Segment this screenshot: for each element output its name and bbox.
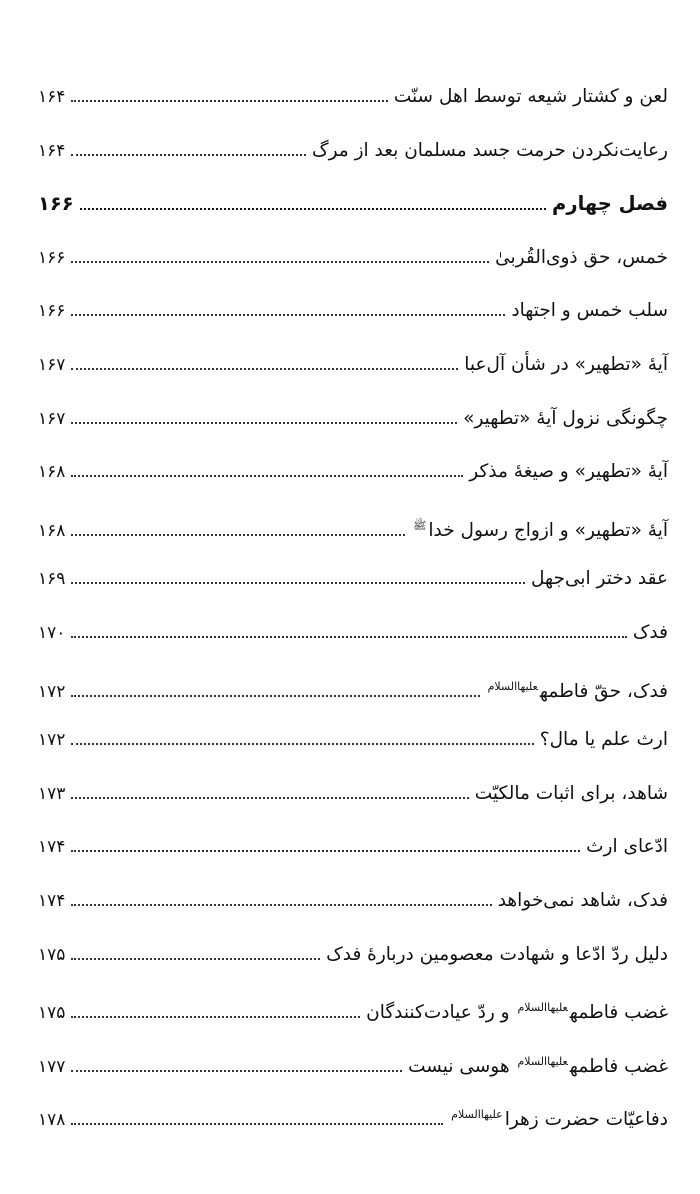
toc-entry[interactable] [38,284,668,338]
toc-entry[interactable] [38,124,668,178]
dot-leader [71,904,491,906]
toc-entry-title: شاهد، برای اثبات مالکیّت [474,782,668,804]
toc-entry[interactable] [38,820,668,874]
toc-entry[interactable] [38,767,668,821]
toc-entry-title: غضب فاطمه$^{علیهاالسلام}$ و ردّ عیادت‌کنندگان [366,1001,668,1024]
dot-leader [71,154,306,156]
toc-entry-page: ۱۶۶ [38,301,66,322]
toc-entry-title: رعایت‌نکردن حرمت جسد مسلمان بعد از مرگ [312,139,668,161]
toc-entry-title: آیهٔ «تطهیر» در شأن آل‌عبا [464,353,668,375]
dot-leader [71,1070,402,1072]
toc-entry-title: لعن و کشتار شیعه توسط اهل سنّت [393,86,668,107]
toc-entry[interactable] [38,70,668,124]
dot-leader [71,422,457,424]
dot-leader [71,582,525,584]
toc-entry[interactable] [38,981,668,1035]
toc-entry[interactable] [38,606,668,660]
toc-entry-page: ۱۷۸ [38,1110,66,1131]
toc-entry[interactable] [38,499,668,553]
dot-leader [71,850,580,852]
toc-entry-title: آیهٔ «تطهیر» و ازواج رسول خدا$^ﷺ$ [413,518,668,541]
dot-leader [71,314,505,316]
dot-leader [71,475,463,477]
toc-entry[interactable] [38,231,668,285]
toc-entry[interactable] [38,392,668,446]
toc-entry-title: غضب فاطمه$^{علیهاالسلام}$ هوسی نیست [408,1054,668,1077]
honorific-glyph: علیهاالسلام [487,679,538,693]
toc-chapter-heading[interactable] [38,177,668,231]
toc-entry-page: ۱۷۴ [38,890,66,911]
dot-leader [71,797,468,799]
toc-entry-title: عقد دختر ابی‌جهل [530,568,668,590]
toc-entry[interactable] [38,660,668,714]
dot-leader [71,534,405,536]
toc-entry-page: ۱۷۵ [38,1003,66,1024]
toc-entry-title: فدک [632,621,668,643]
toc-entry-page: ۱۶۴ [38,140,66,161]
toc-entry-page: ۱۶۷ [38,408,66,429]
honorific-glyph: علیهاالسلام [451,1108,503,1122]
toc-entry-page: ۱۶۴ [38,87,66,107]
toc-entry[interactable] [38,552,668,606]
toc-entry[interactable] [38,1035,668,1089]
toc-entry[interactable] [38,445,668,499]
toc-chapter-title: فصل چهارم [552,192,668,216]
toc-entry-page: ۱۶۸ [38,520,66,541]
toc-entry-page: ۱۶۷ [38,354,66,375]
toc-entry-title: سلب خمس و اجتهاد [511,300,668,322]
toc-entry[interactable] [38,874,668,928]
toc-entry-title: خمس، حق ذوی‌القُربیٰ [495,246,668,268]
dot-leader [80,208,546,210]
toc-entry-title: چگونگی نزول آیهٔ «تطهیر» [463,407,668,429]
toc-entry-page: ۱۷۵ [38,944,66,965]
dot-leader [71,1123,443,1125]
toc-entry-title: ادّعای ارث [586,836,668,858]
toc-entry-page: ۱۷۷ [38,1056,66,1077]
dot-leader [71,636,626,638]
dot-leader [71,743,533,745]
toc-entry-page: ۱۷۲ [38,730,66,751]
dot-leader [71,261,489,263]
honorific-glyph: علیهاالسلام [517,1001,568,1015]
honorific-glyph: ﷺ [413,518,427,532]
dot-leader [71,958,320,960]
toc-entry-title: فدک، شاهد نمی‌خواهد [497,889,668,911]
honorific-glyph: علیهاالسلام [517,1054,568,1068]
toc-entry-title: ارث علم یا مال؟ [539,729,668,751]
dot-leader [71,695,479,697]
toc-entry-title: آیهٔ «تطهیر» و صیغهٔ مذکر [469,461,668,483]
dot-leader [71,368,458,370]
toc-entry[interactable] [38,1088,668,1142]
toc-entry-page: ۱۶۶ [38,247,66,268]
toc-chapter-page: ۱۶۶ [38,192,74,216]
toc-entry-title: دلیل ردّ ادّعا و شهادت معصومین دربارهٔ فدک [326,943,668,965]
toc-entry-page: ۱۷۳ [38,783,66,804]
dot-leader [71,100,387,102]
toc-entry-page: ۱۷۰ [38,622,66,643]
toc-entry-page: ۱۷۴ [38,837,66,858]
toc-entry[interactable] [38,338,668,392]
toc-entry-title: دفاعیّات حضرت زهرا$^{علیهاالسلام}$ [451,1108,668,1131]
toc-entry-page: ۱۷۲ [38,681,66,702]
table-of-contents [38,70,668,1142]
toc-entry-page: ۱۶۸ [38,462,66,483]
toc-entry-page: ۱۶۹ [38,569,66,590]
toc-entry-title: فدک، حقّ فاطمه$^{علیهاالسلام}$ [487,679,668,702]
dot-leader [71,1016,360,1018]
toc-entry[interactable] [38,713,668,767]
toc-entry[interactable] [38,928,668,982]
